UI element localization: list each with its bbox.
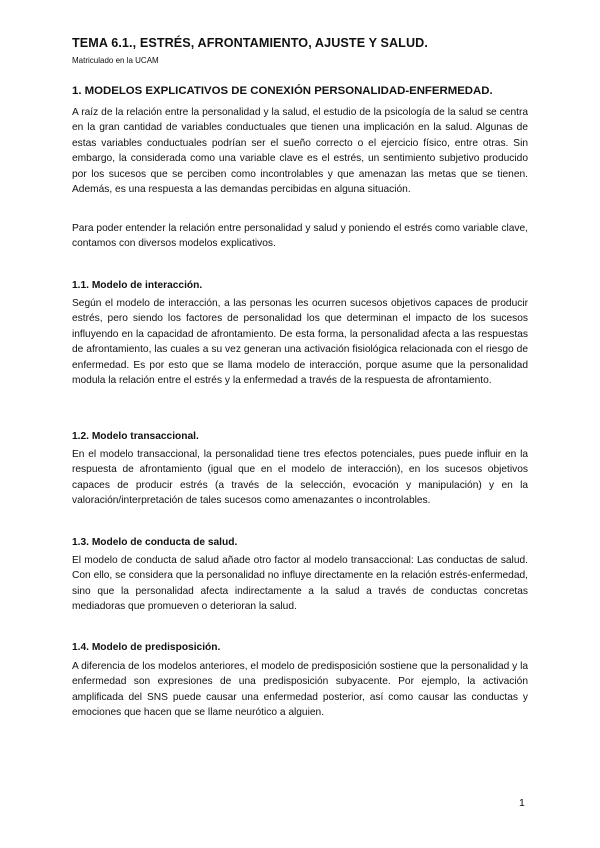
section-heading: 1. MODELOS EXPLICATIVOS DE CONEXIÓN PERSONALIDAD-ENFERMEDAD. [72,85,493,97]
subsection-heading-transaccional: 1.2. Modelo transaccional. [72,431,199,442]
subsection-heading-conducta-salud: 1.3. Modelo de conducta de salud. [72,537,238,548]
paragraph-interaccion: Según el modelo de interacción, a las personas les ocurren sucesos objetivos capaces de producir estrés, pero siendo los factores de personalidad los que determinan el impacto de los sucesos influyendo en la capacidad de afrontamiento. De esta forma, la personalidad afecta a las respuestas de afrontamiento, las cuales a su vez generan una activación fisiológica relacionada con el riesgo de enfermedad. Es por esto que se llama modelo de interacción, porque asume que la personalidad modula la relación entre el estrés y la enfermedad a través de la respuesta de afrontamiento. [72,298,528,387]
document-subtitle: Matriculado en la UCAM [72,56,159,65]
subsection-heading-predisposicion: 1.4. Modelo de predisposición. [72,642,221,653]
page-number: 1 [519,797,525,809]
paragraph-models: Para poder entender la relación entre personalidad y salud y poniendo el estrés como variable clave, contamos con diversos modelos explicativos. [72,223,528,250]
paragraph-transaccional: En el modelo transaccional, la personalidad tiene tres efectos potenciales, pues puede influir en la respuesta de afrontamiento (igual que en el modelo de interacción), en los sucesos objetivos capaces de producir estrés (a través de la selección, evocación y manipulación) y en la valoración/interpretación de tales sucesos como amenazantes o incontrolables. [72,449,528,507]
paragraph-predisposicion: A diferencia de los modelos anteriores, el modelo de predisposición sostiene que la personalidad y la enfermedad son expresiones de una predisposición subyacente. Por ejemplo, la activación amplificada del SNS puede causar una enfermedad posterior, así como causar las conductas y emociones que hacen que se llame neurótico a alguien. [72,661,528,719]
document-title: TEMA 6.1., ESTRÉS, AFRONTAMIENTO, AJUSTE Y SALUD. [72,36,428,50]
paragraph-conducta-salud: El modelo de conducta de salud añade otro factor al modelo transaccional: Las conductas de salud. Con ello, se considera que la personalidad no influye directamente en la relación estrés-enfermedad, sino que la personalidad afecta indirectamente a la salud a través de conductas concretas mediadoras que promueven o deterioran la salud. [72,555,528,613]
paragraph-intro: A raíz de la relación entre la personalidad y la salud, el estudio de la psicología de la salud se centra en la gran cantidad de variables conductuales que tienen una implicación en la salud. Algunas de estas variables conductuales podrían ser el sueño correcto o el ejercicio físico, entre otras. Sin embargo, la considerada como una variable clave es el estrés, un sentimiento subjetivo producido por los sucesos que se perciben como incontrolables y que amenazan las metas que se tienen. Además, es una respuesta a las demandas percibidas en alguna situación. [72,107,528,196]
subsection-heading-interaccion: 1.1. Modelo de interacción. [72,280,203,291]
